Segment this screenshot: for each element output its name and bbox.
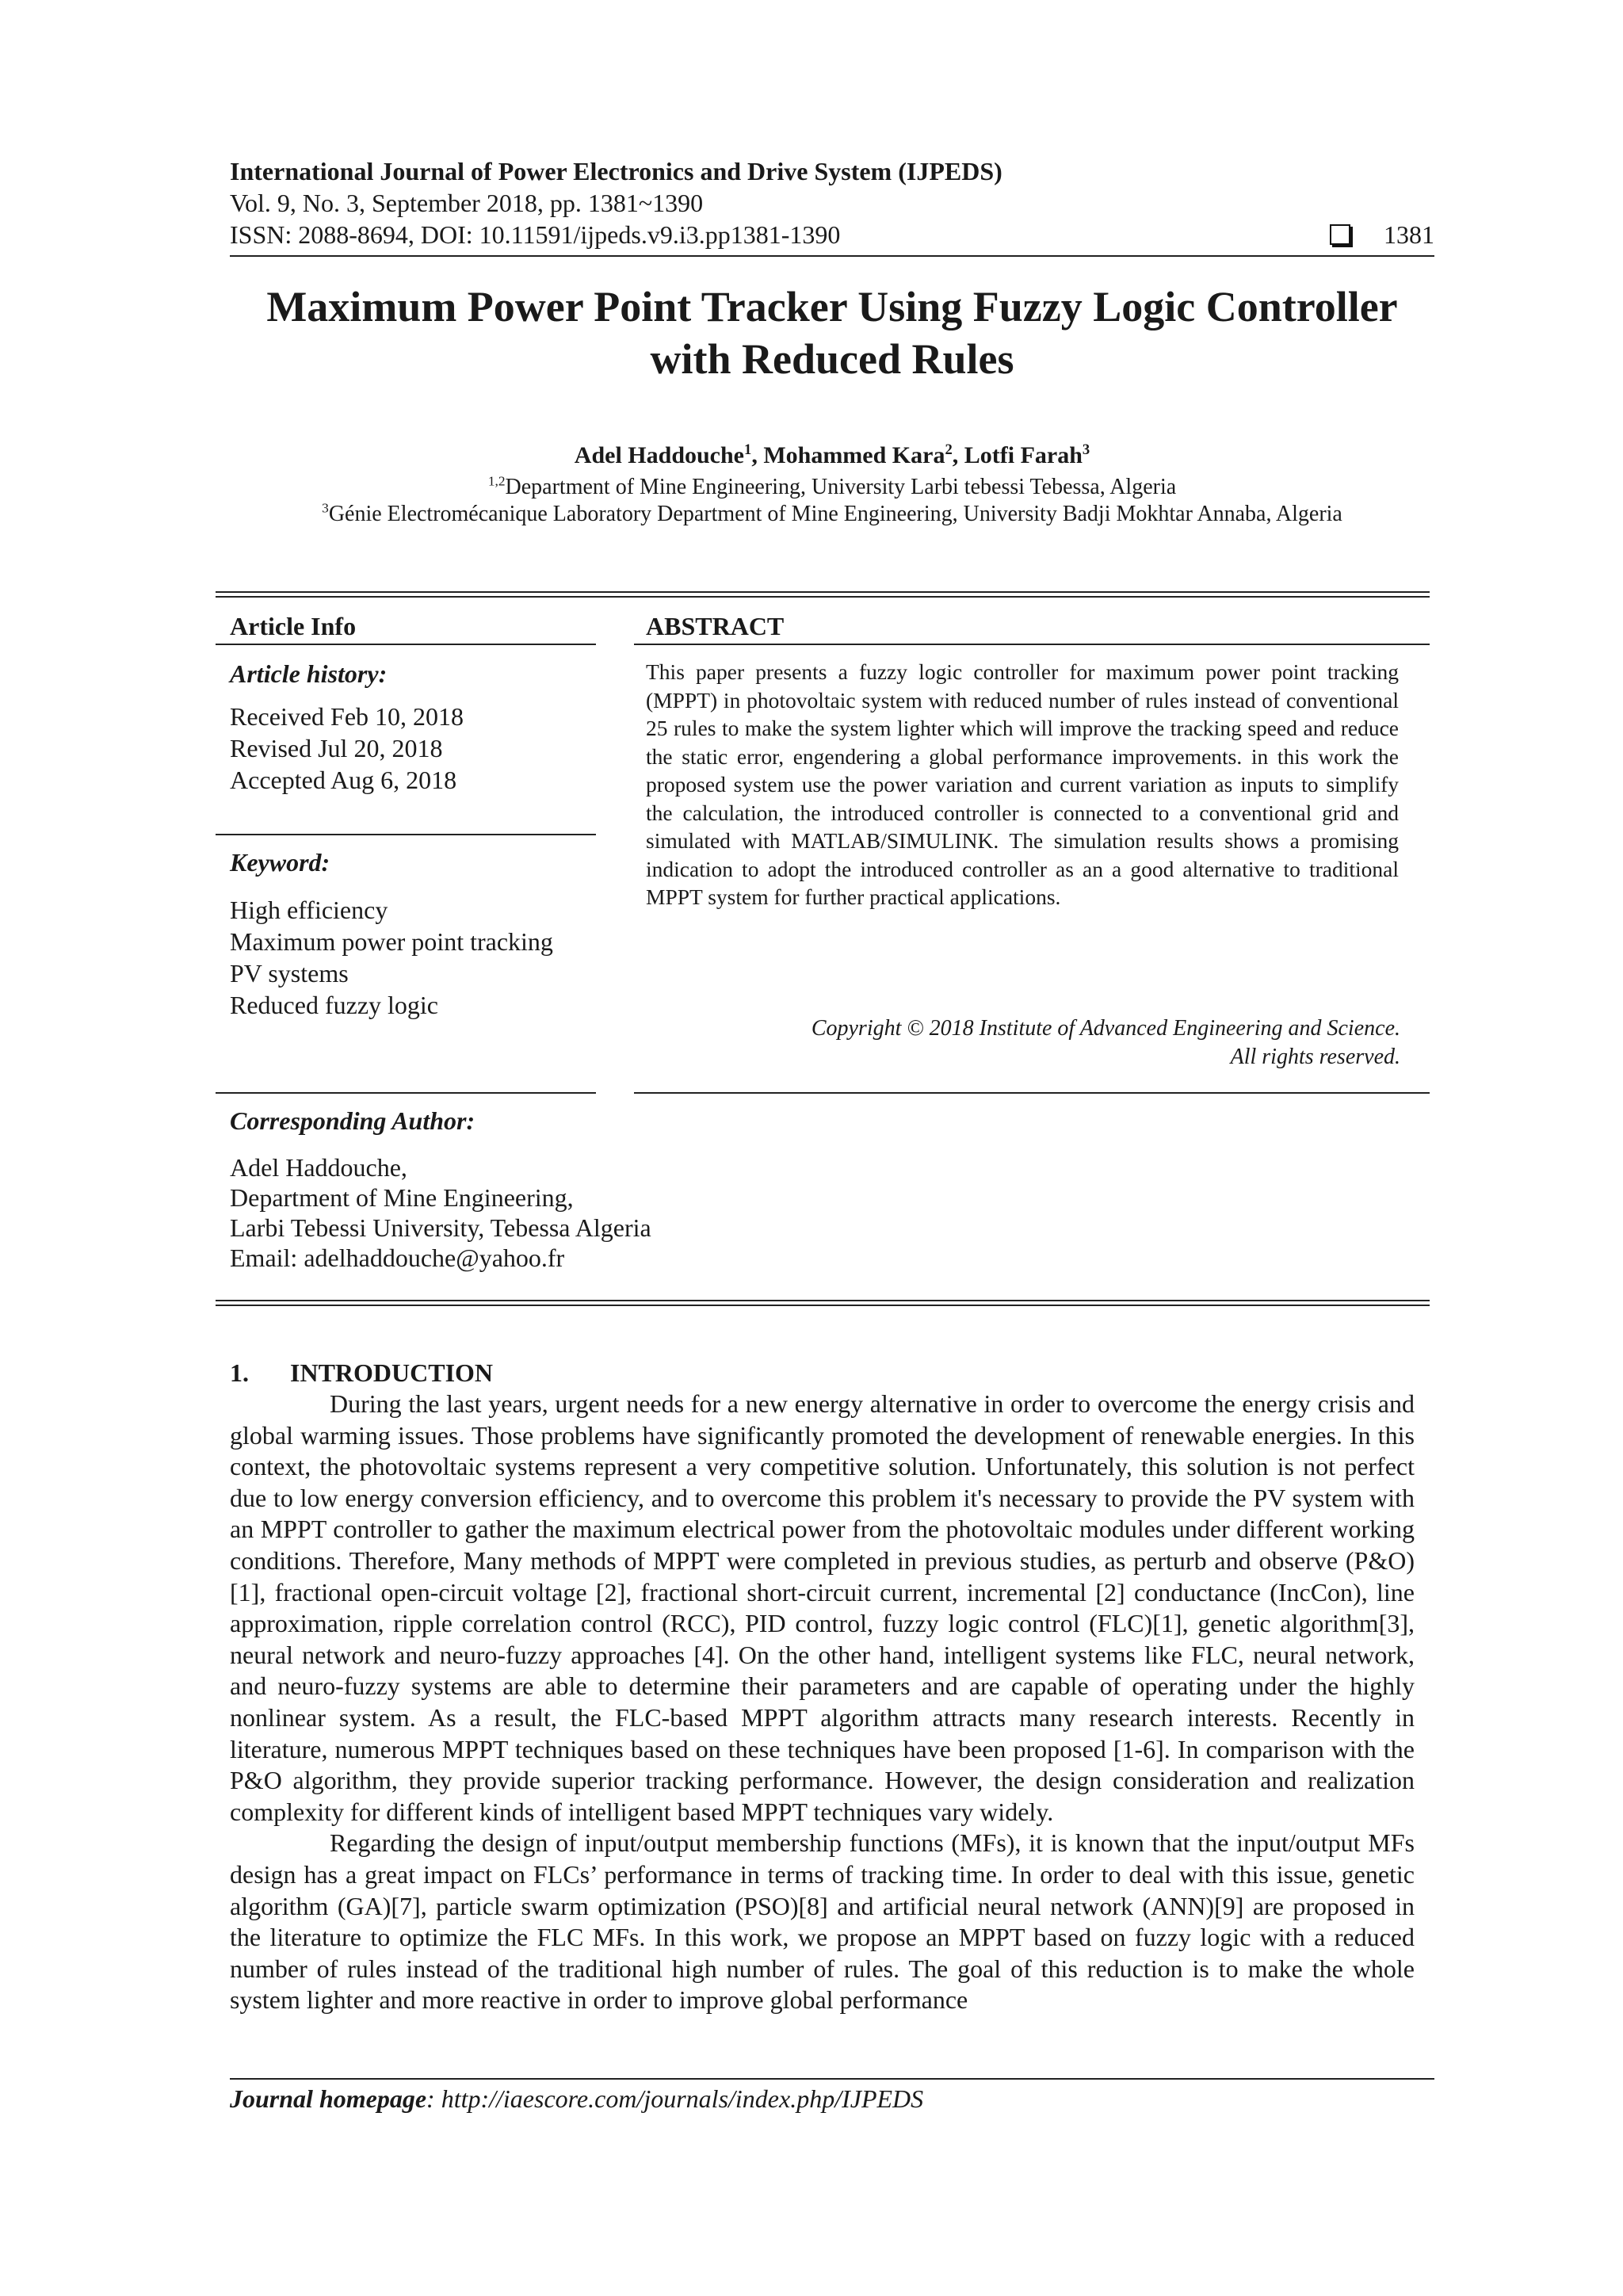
affiliation-text: Department of Mine Engineering, University Larbi tebessi Tebessa, Algeria	[505, 475, 1177, 499]
author-name: Mohammed Kara	[763, 442, 945, 468]
abstract-heading: ABSTRACT	[646, 612, 785, 640]
paper-title	[230, 281, 1434, 385]
journal-homepage	[230, 2083, 923, 2115]
volume-info: Vol. 9, No. 3, September 2018, pp. 1381~1390	[230, 189, 704, 217]
homepage-url[interactable]: : http://iaescore.com/journals/index.php/IJPEDS	[426, 2084, 924, 2113]
article-history	[230, 701, 464, 796]
abstract-bottom-rule	[634, 1092, 1430, 1094]
introduction-body	[230, 1389, 1415, 2016]
author-sup: 2	[945, 441, 953, 458]
corresponding-name: Adel Haddouche,	[230, 1153, 407, 1182]
title-line-2: with Reduced Rules	[650, 335, 1014, 383]
header-rule	[230, 255, 1434, 257]
history-revised: Revised Jul 20, 2018	[230, 734, 443, 762]
article-history-heading: Article history:	[230, 659, 388, 688]
affiliation-1	[230, 474, 1434, 501]
author-sep: ,	[952, 442, 964, 468]
history-received: Received Feb 10, 2018	[230, 702, 464, 731]
corresponding-email: Email: adelhaddouche@yahoo.fr	[230, 1244, 565, 1272]
affiliation-sup: 1,2	[487, 473, 506, 489]
footer-rule	[230, 2078, 1434, 2080]
author-sup: 1	[744, 441, 752, 458]
corresponding-author-details	[230, 1152, 651, 1273]
journal-name: International Journal of Power Electronics and Drive System (IJPEDS)	[230, 157, 1002, 185]
page-number-block	[1330, 219, 1434, 250]
article-info-rule	[216, 644, 596, 645]
keyword-list	[230, 894, 553, 1021]
affiliation-sup: 3	[322, 500, 329, 516]
section-number: 1.	[230, 1358, 249, 1387]
keyword-item: High efficiency	[230, 896, 388, 924]
history-accepted: Accepted Aug 6, 2018	[230, 766, 457, 794]
paragraph: Regarding the design of input/output membership functions (MFs), it is known that the input/output MFs design has a great impact on FLCs’ performance in terms of tracking time. In order to deal with this issue, genetic algorithm (GA)[7], particle swarm optimization (PSO)[8] and artificial neural network (ANN)[9] are proposed in the literature to optimize the FLC MFs. In this work, we propose an MPPT based on fuzzy logic with a reduced number of rules instead of the traditional high number of rules. The goal of this reduction is to make the whole system lighter and more reactive in order to improve global performance	[230, 1828, 1415, 2015]
square-bullet-icon	[1330, 224, 1350, 245]
corresponding-author-heading: Corresponding Author:	[230, 1106, 475, 1135]
article-info-heading: Article Info	[230, 612, 357, 640]
keyword-item: Reduced fuzzy logic	[230, 991, 438, 1019]
info-box-bottom-rule-inner	[216, 1305, 1430, 1306]
abstract-rule	[634, 644, 1430, 645]
corresponding-univ: Larbi Tebessi University, Tebessa Algeria	[230, 1213, 651, 1242]
abstract-text: This paper presents a fuzzy logic controller for maximum power point tracking (MPPT) in photovoltaic system with reduced number of rules instead of conventional 25 rules to make the system lighter which will improve the tracking speed and reduce the static error, engendering a global performance improvements. in this work the proposed system use the power variation and current variation as inputs to simplify the calculation, the introduced controller is connected to a conventional grid and simulated with MATLAB/SIMULINK. The simulation results shows a promising indication to adopt the introduced controller as an a good alternative to traditional MPPT system for further practical applications.	[646, 659, 1399, 909]
page-number: 1381	[1384, 220, 1434, 249]
copyright-line-1: Copyright © 2018 Institute of Advanced Engineering and Science.	[811, 1016, 1400, 1041]
issn-text: ISSN: 2088-8694, DOI: 10.11591/ijpeds.v9.i3.pp1381-1390	[230, 220, 841, 249]
corresponding-dept: Department of Mine Engineering,	[230, 1183, 574, 1212]
copyright-notice	[812, 1014, 1400, 1072]
author-list	[230, 441, 1434, 471]
affiliation-text: Génie Electromécanique Laboratory Department of Mine Engineering, University Badji Mokhtar Annaba, Algeria	[328, 502, 1342, 526]
copyright-line-2: All rights reserved.	[1230, 1045, 1400, 1069]
section-heading-introduction	[230, 1357, 493, 1389]
keyword-divider	[216, 1092, 596, 1094]
author-sup: 3	[1082, 441, 1090, 458]
section-title: INTRODUCTION	[290, 1358, 494, 1387]
author-sep: ,	[751, 442, 764, 468]
author-name: Adel Haddouche	[574, 442, 745, 468]
title-line-1: Maximum Power Point Tracker Using Fuzzy Logic Controller	[266, 283, 1398, 330]
info-box-bottom-rule	[216, 1300, 1430, 1301]
author-name: Lotfi Farah	[964, 442, 1083, 468]
keyword-item: PV systems	[230, 959, 349, 988]
keyword-item: Maximum power point tracking	[230, 927, 553, 956]
keyword-heading: Keyword:	[230, 848, 330, 877]
homepage-label: Journal homepage	[230, 2084, 427, 2113]
affiliation-2	[230, 501, 1434, 528]
info-box-top-rule	[216, 591, 1430, 593]
history-divider	[216, 834, 596, 835]
paragraph: During the last years, urgent needs for a new energy alternative in order to overcome the energy crisis and global warming issues. Those problems have significantly promoted the development of renewable energies. In this context, the photovoltaic systems represent a very competitive solution. Unfortunately, this solution is not perfect due to low energy conversion efficiency, and to overcome this problem it's necessary to provide the PV system with an MPPT controller to gather the maximum electrical power from the photovoltaic modules under different working conditions. Therefore, Many methods of MPPT were completed in previous studies, as perturb and observe (P&O) [1], fractional open-circuit voltage [2], fractional short-circuit current, incremental [2] conductance (IncCon), line approximation, ripple correlation control (RCC), PID control, fuzzy logic control (FLC)[1], genetic algorithm[3], neural network and neuro-fuzzy approaches [4]. On the other hand, intelligent systems like FLC, neural network, and neuro-fuzzy systems are able to determine their parameters and are capable of operating under the highly nonlinear system. As a result, the FLC-based MPPT algorithm attracts many research interests. Recently in literature, numerous MPPT techniques based on these techniques have been proposed [1-6]. In comparison with the P&O algorithm, they provide superior tracking performance. However, the design consideration and realization complexity for different kinds of intelligent based MPPT techniques vary widely.	[230, 1389, 1415, 1826]
issn-doi	[230, 219, 1434, 250]
info-box-top-rule-inner	[216, 596, 1430, 598]
